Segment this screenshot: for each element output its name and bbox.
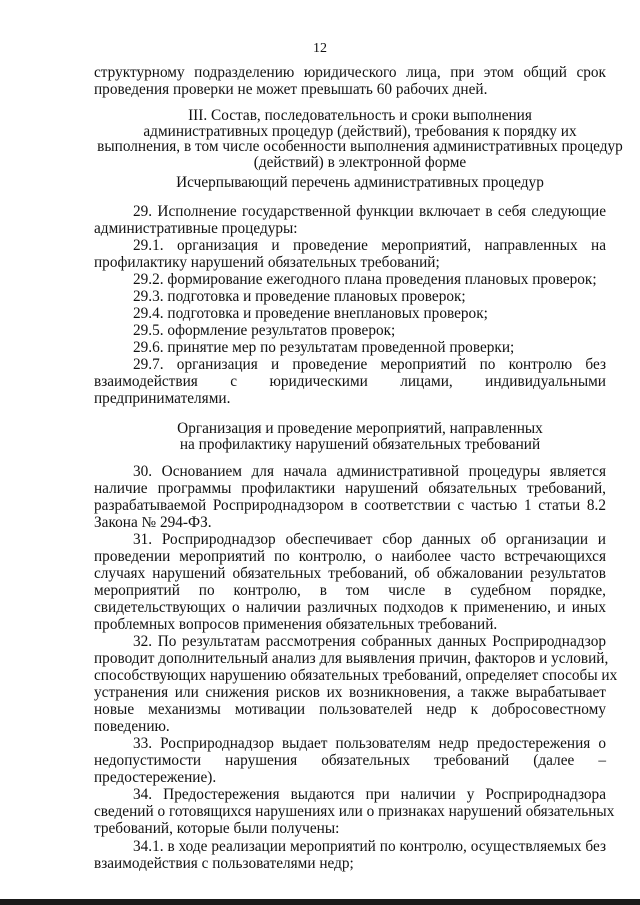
p31-line-1: 31. Росприроднадзор обеспечивает сбор данных об организации и [133, 531, 606, 548]
p31-line-5: свидетельствующих о наличии различных подходов к применению, и иных [94, 599, 606, 616]
section-heading-line-2: административных процедур (действий), требования к порядку их [143, 122, 577, 140]
item-29-2: 29.2. формирование ежегодного плана проведения плановых проверок; [133, 271, 597, 288]
section-heading-line-3: выполнения, в том числе особенности выполнения административных процедур [97, 138, 623, 155]
subheading-prevention-line-1: Организация и проведение мероприятий, направленных [177, 420, 543, 437]
intro-line-2: проведения проверки не может превышать 60 рабочих дней. [94, 81, 488, 98]
p33-line-2: недопустимости нарушения обязательных требований (далее – [94, 752, 606, 769]
p34-line-1: 34. Предостережения выдаются при наличии у Росприроднадзора [133, 786, 606, 803]
p34-1-line-1: 34.1. в ходе реализации мероприятий по контролю, осуществляемых без [133, 838, 606, 855]
p30-line-1: 30. Основанием для начала административной процедуры является [133, 463, 606, 480]
p33-line-3: предостережение). [94, 769, 217, 786]
scan-edge-shadow [0, 899, 640, 905]
p32-line-5: новые механизмы мотивации пользователей недр к добросовестному [94, 701, 606, 718]
p30-line-3: разрабатываемой Росприроднадзором в соответствии с частью 1 статьи 8.2 [94, 497, 606, 514]
item-29-6: 29.6. принятие мер по результатам проведенной проверки; [133, 339, 515, 356]
item-29-5: 29.5. оформление результатов проверок; [133, 322, 396, 339]
page-number: 12 [313, 41, 327, 56]
item-29-4: 29.4. подготовка и проведение внеплановых проверок; [133, 305, 488, 322]
p31-line-4: мероприятий по контролю, в том числе в судебном порядке, [94, 582, 606, 599]
item-29-7-line-1: 29.7. организация и проведение мероприятий по контролю без [133, 356, 606, 373]
subheading-procedures-list: Исчерпывающий перечень административных процедур [176, 174, 544, 191]
p30-line-4: Закона № 294-ФЗ. [94, 514, 212, 531]
p34-1-line-2: взаимодействия с пользователями недр; [94, 855, 354, 872]
item-29-3: 29.3. подготовка и проведение плановых проверок; [133, 288, 466, 305]
p34-line-3: требований, которые были получены: [94, 820, 340, 837]
p32-line-1: 32. По результатам рассмотрения собранных данных Росприроднадзор [133, 633, 606, 650]
p29-line-2: административные процедуры: [94, 220, 298, 237]
p32-line-3: способствующих нарушению обязательных требований, определяет способы их [94, 667, 618, 684]
item-29-1-line-1: 29.1. организация и проведение мероприятий, направленных на [133, 237, 606, 254]
p29-line-1: 29. Исполнение государственной функции включает в себя следующие [133, 203, 606, 220]
item-29-1-line-2: профилактику нарушений обязательных требований; [94, 254, 440, 271]
p33-line-1: 33. Росприроднадзор выдает пользователям недр предостережения о [133, 735, 606, 752]
section-heading-line-4: (действий) в электронной форме [253, 153, 467, 171]
item-29-7-line-3: предпринимателями. [94, 390, 231, 407]
section-heading-line-1: III. Состав, последовательность и сроки выполнения [188, 107, 532, 124]
item-29-7-line-2: взаимодействия с юридическими лицами, индивидуальными [94, 373, 606, 390]
p32-line-6: поведению. [94, 718, 170, 735]
intro-line-1: структурному подразделению юридического лица, при этом общий срок [94, 64, 606, 81]
p31-line-2: проведении мероприятий по контролю, о наиболее часто встречающихся [94, 548, 606, 565]
p34-line-2: сведений о готовящихся нарушениях или о признаках нарушений обязательных [94, 803, 615, 820]
subheading-prevention-line-2: на профилактику нарушений обязательных требований [179, 435, 541, 453]
p31-line-3: случаях нарушений обязательных требований, об обжаловании результатов [94, 565, 606, 582]
p31-line-6: проблемных вопросов применения обязательных требований. [94, 616, 498, 633]
p30-line-2: наличие программы профилактики нарушений обязательных требований, [94, 480, 606, 497]
p32-line-2: проводит дополнительный анализ для выявления причин, факторов и условий, [94, 650, 609, 667]
p32-line-4: устранения или снижения рисков их возникновения, а также вырабатывает [94, 684, 606, 701]
